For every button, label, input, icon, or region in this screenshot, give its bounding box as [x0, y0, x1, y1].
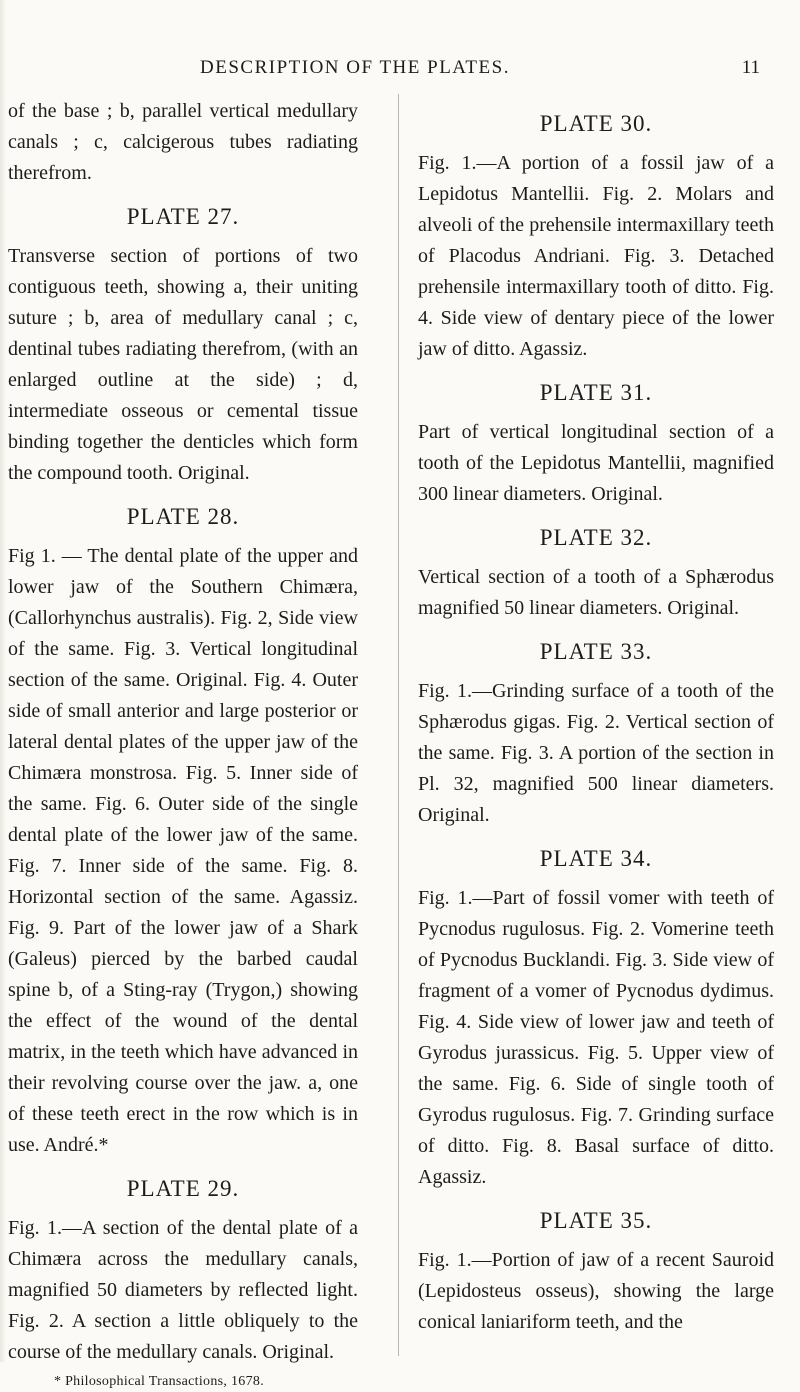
plate-30-heading: PLATE 30. — [539, 111, 653, 136]
plate-28-text: Fig 1. — The dental plate of the upper and lower jaw of the Southern Chimæra, (Callorhynchus australis). Fig. 2, Side view of the same. Fig. 3. Vertical longitudinal section of the same. Original. Fig. 4. Outer side of small anterior and large posterior or lateral dental plates of the upper jaw of the Chimæra monstrosa. Fig. 5. Inner side of the same. Fig. 6. Outer side of the single dental plate of the lower jaw of the same. Fig. 7. Inner side of the same. Fig. 8. Horizontal section of the same. Agassiz. Fig. 9. Part of the lower jaw of a Shark (Galeus) pierced by the barbed caudal spine b, of a Sting-ray (Trygon,) showing the effect of the wound of the dental matrix, in the teeth which have advanced in their revolving course over the jaw. a, one of these teeth erect in the row which is in use. André.* — [8, 545, 358, 1156]
plate-35-text: Fig. 1.—Portion of jaw of a recent Sauroid (Lepidosteus osseus), showing the large conical laniariform teeth, and the — [418, 1249, 774, 1333]
right-column — [418, 96, 774, 1338]
plate-32-heading: PLATE 32. — [539, 525, 653, 550]
running-head-title: DESCRIPTION OF THE PLATES. — [200, 57, 510, 78]
plate-34-heading: PLATE 34. — [539, 846, 653, 871]
page-number: 11 — [741, 57, 760, 78]
continued-paragraph: of the base ; b, parallel vertical medullary canals ; c, calcigerous tubes radiating therefrom. — [8, 100, 358, 184]
column-divider — [398, 94, 399, 1356]
plate-32-text: Vertical section of a tooth of a Sphærodus magnified 50 linear diameters. Original. — [418, 566, 774, 619]
plate-35-heading: PLATE 35. — [539, 1208, 653, 1233]
plate-31-heading: PLATE 31. — [539, 380, 653, 405]
plate-29-heading: PLATE 29. — [126, 1176, 240, 1201]
plate-27-heading: PLATE 27. — [126, 204, 240, 229]
left-column — [8, 96, 358, 1392]
page-edge-shadow — [0, 0, 6, 1362]
plate-28-heading: PLATE 28. — [126, 504, 240, 529]
plate-33-text: Fig. 1.—Grinding surface of a tooth of the Sphærodus gigas. Fig. 2. Vertical section of the same. Fig. 3. A portion of the section in Pl. 32, magnified 500 linear diameters. Original. — [418, 680, 774, 826]
plate-29-text: Fig. 1.—A section of the dental plate of a Chimæra across the medullary canals, magnified 50 diameters by reflected light. Fig. 2. A section a little obliquely to the course of the medullary canals. Original. — [8, 1217, 358, 1363]
plate-31-text: Part of vertical longitudinal section of a tooth of the Lepidotus Mantellii, magnified 300 linear diameters. Original. — [418, 421, 774, 505]
plate-27-text: Transverse section of portions of two contiguous teeth, showing a, their uniting suture ; b, area of medullary canal ; c, dentinal tubes radiating therefrom, (with an enlarged outline at the side) ; d, intermediate osseous or cemental tissue binding together the denticles which form the compound tooth. Original. — [8, 245, 358, 484]
running-head — [200, 57, 760, 87]
plate-34-text: Fig. 1.—Part of fossil vomer with teeth of Pycnodus rugulosus. Fig. 2. Vomerine teeth of Pycnodus Bucklandi. Fig. 3. Side view of fragment of a vomer of Pycnodus dydimus. Fig. 4. Side view of lower jaw and teeth of Gyrodus jurassicus. Fig. 5. Upper view of the same. Fig. 6. Side of single tooth of Gyrodus rugulosus. Fig. 7. Grinding surface of ditto. Fig. 8. Basal surface of ditto. Agassiz. — [418, 887, 774, 1188]
footnote: * Philosophical Transactions, 1678. — [54, 1374, 265, 1389]
plate-33-heading: PLATE 33. — [539, 639, 653, 664]
plate-30-text: Fig. 1.—A portion of a fossil jaw of a Lepidotus Mantellii. Fig. 2. Molars and alveoli of the prehensile intermaxillary teeth of Placodus Andriani. Fig. 3. Detached prehensile intermaxillary tooth of ditto. Fig. 4. Side view of dentary piece of the lower jaw of ditto. Agassiz. — [418, 152, 774, 360]
